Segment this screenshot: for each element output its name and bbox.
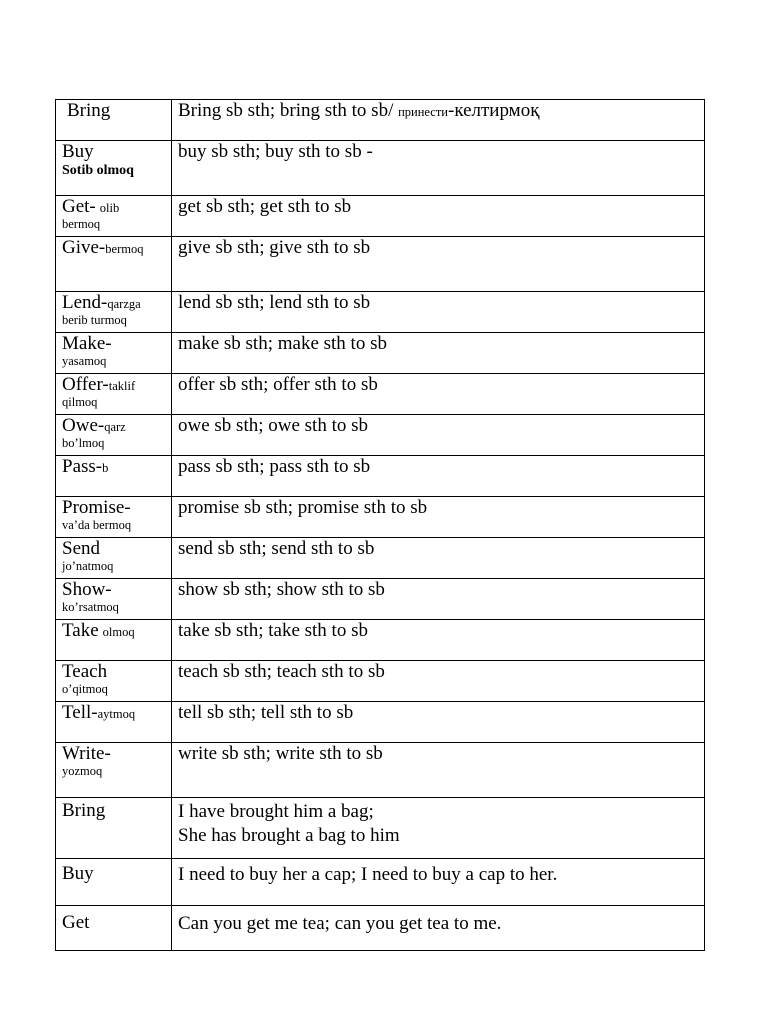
verb-cell	[56, 374, 172, 415]
verb-table	[55, 99, 705, 951]
verb-word: Give-	[62, 237, 106, 258]
table-row	[56, 661, 705, 702]
verb-translation: bermoq	[105, 242, 144, 256]
verb-cell	[56, 292, 172, 333]
pattern-text: promise sb sth; promise sth to sb	[178, 497, 428, 518]
verb-cell	[56, 100, 172, 141]
pattern-cell	[172, 415, 705, 456]
verb-cell	[56, 579, 172, 620]
verb-translation: Sotib olmoq	[62, 163, 134, 178]
verb-translation: jo’natmoq	[62, 559, 114, 573]
verb-translation: o’qitmoq	[62, 682, 108, 696]
pattern-cell	[172, 538, 705, 579]
verb-word: Owe-	[62, 415, 105, 436]
verb-word: Bring	[62, 800, 106, 821]
table-row	[56, 237, 705, 292]
table-row	[56, 743, 705, 798]
pattern-text: write sb sth; write sth to sb	[178, 743, 383, 764]
verb-cell	[56, 415, 172, 456]
pattern-text: show sb sth; show sth to sb	[178, 579, 385, 600]
verb-translation: ko’rsatmoq	[62, 600, 119, 614]
pattern-cell	[172, 333, 705, 374]
verb-word: Teach	[62, 661, 108, 682]
table-row	[56, 620, 705, 661]
verb-translation: taklif	[108, 379, 136, 393]
pattern-cell	[172, 141, 705, 196]
verb-cell	[56, 743, 172, 798]
pattern-cell	[172, 620, 705, 661]
verb-cell	[56, 661, 172, 702]
verb-cell	[56, 141, 172, 196]
table-row	[56, 141, 705, 196]
verb-translation: olmoq	[102, 625, 135, 639]
verb-translation: aytmoq	[97, 707, 136, 721]
pattern-ru-text: принести	[398, 105, 448, 119]
verb-word: Buy	[62, 863, 94, 884]
verb-word: Get	[62, 912, 90, 933]
pattern-cell	[172, 702, 705, 743]
pattern-text: offer sb sth; offer sth to sb	[178, 374, 378, 395]
verb-cell	[56, 333, 172, 374]
pattern-cell	[172, 456, 705, 497]
pattern-cell	[172, 374, 705, 415]
pattern-cell	[172, 196, 705, 237]
pattern-uz-text: -келтирмоқ	[448, 100, 540, 121]
table-row	[56, 798, 705, 859]
verb-word: Show-	[62, 579, 112, 600]
pattern-cell	[172, 100, 705, 141]
verb-cell	[56, 798, 172, 859]
verb-translation-cont: qilmoq	[62, 395, 98, 409]
verb-word: Get-	[62, 196, 96, 217]
pattern-text: send sb sth; send sth to sb	[178, 538, 375, 559]
verb-cell	[56, 497, 172, 538]
pattern-text: Bring sb sth; bring sth to sb/	[178, 100, 399, 121]
example-cell	[172, 859, 705, 906]
verb-word: Bring	[67, 100, 111, 121]
pattern-cell	[172, 661, 705, 702]
verb-cell	[56, 456, 172, 497]
pattern-text: make sb sth; make sth to sb	[178, 333, 387, 354]
example-line: I have brought him a bag;	[178, 801, 374, 822]
verb-word: Pass-	[62, 456, 103, 477]
verb-cell	[56, 538, 172, 579]
verb-translation-cont: bermoq	[62, 217, 101, 231]
table-row	[56, 196, 705, 237]
verb-translation: b	[102, 461, 109, 475]
pattern-text: owe sb sth; owe sth to sb	[178, 415, 368, 436]
table-row	[56, 497, 705, 538]
example-line: She has brought a bag to him	[178, 825, 400, 846]
verb-word: Buy	[62, 141, 94, 162]
pattern-text: lend sb sth; lend sth to sb	[178, 292, 371, 313]
verb-translation: olib	[99, 201, 120, 215]
pattern-text: buy sb sth; buy sth to sb -	[178, 141, 373, 162]
verb-translation: qarzga	[107, 297, 141, 311]
pattern-text: take sb sth; take sth to sb	[178, 620, 368, 641]
verb-cell	[56, 906, 172, 951]
table-row	[56, 579, 705, 620]
table-row	[56, 100, 705, 141]
table-row	[56, 415, 705, 456]
table-row	[56, 859, 705, 906]
verb-cell	[56, 702, 172, 743]
example-cell	[172, 798, 705, 859]
verb-translation: qarz	[104, 420, 126, 434]
verb-word: Make-	[62, 333, 112, 354]
verb-translation-cont: bo’lmoq	[62, 436, 105, 450]
verb-word: Tell-	[62, 702, 98, 723]
verb-translation-cont: berib turmoq	[62, 313, 127, 327]
table-row	[56, 456, 705, 497]
table-row	[56, 906, 705, 951]
example-cell	[172, 906, 705, 951]
example-line: I need to buy her a cap; I need to buy a cap to her.	[178, 864, 558, 885]
pattern-text: give sb sth; give sth to sb	[178, 237, 371, 258]
verb-cell	[56, 196, 172, 237]
table-row	[56, 374, 705, 415]
verb-cell	[56, 237, 172, 292]
pattern-cell	[172, 579, 705, 620]
verb-cell	[56, 620, 172, 661]
verb-word: Lend-	[62, 292, 108, 313]
example-line: Can you get me tea; can you get tea to me.	[178, 913, 502, 934]
pattern-cell	[172, 743, 705, 798]
pattern-text: teach sb sth; teach sth to sb	[178, 661, 385, 682]
pattern-text: tell sb sth; tell sth to sb	[178, 702, 354, 723]
pattern-cell	[172, 497, 705, 538]
pattern-text: get sb sth; get sth to sb	[178, 196, 352, 217]
pattern-cell	[172, 292, 705, 333]
verb-translation: yozmoq	[62, 764, 103, 778]
verb-cell	[56, 859, 172, 906]
verb-word: Write-	[62, 743, 111, 764]
verb-word: Send	[62, 538, 100, 559]
pattern-text: pass sb sth; pass sth to sb	[178, 456, 371, 477]
table-row	[56, 292, 705, 333]
verb-word: Take	[62, 620, 99, 641]
pattern-cell	[172, 237, 705, 292]
table-row	[56, 333, 705, 374]
table-row	[56, 538, 705, 579]
verb-word: Promise-	[62, 497, 131, 518]
table-row	[56, 702, 705, 743]
verb-word: Offer-	[62, 374, 109, 395]
verb-translation: yasamoq	[62, 354, 107, 368]
verb-translation: va’da bermoq	[62, 518, 132, 532]
